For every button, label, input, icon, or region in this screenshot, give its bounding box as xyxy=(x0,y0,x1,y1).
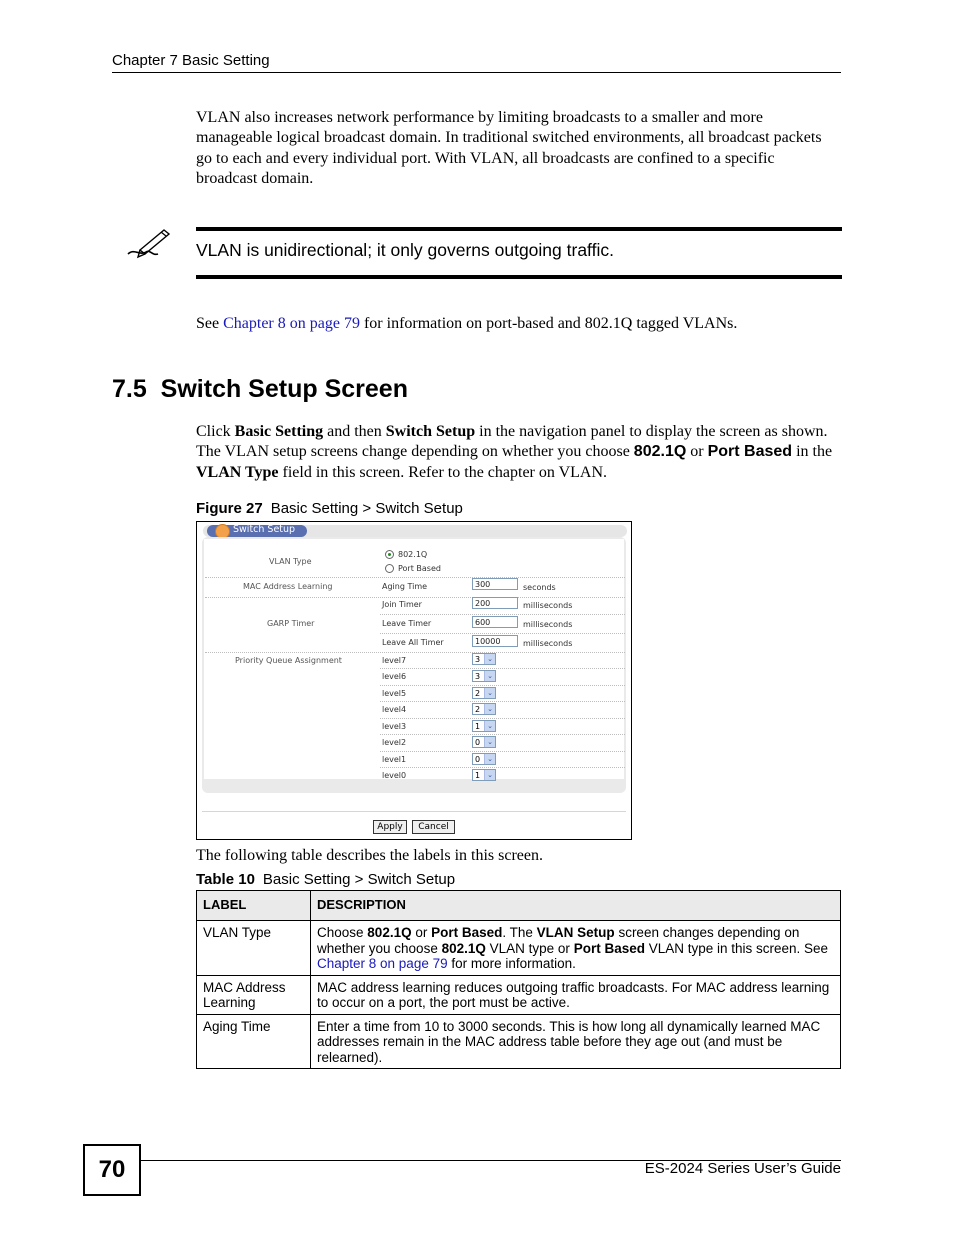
row-description: Enter a time from 10 to 3000 seconds. This is how long all dynamically learned MAC addresses remain in the MAC address table before they age out (and must be relearned). xyxy=(311,1014,841,1069)
vlan-type-term: VLAN Type xyxy=(196,463,279,481)
aging-time-label: Aging Time xyxy=(382,582,428,591)
note-rule-top xyxy=(196,227,842,231)
basic-setting-term: Basic Setting xyxy=(234,423,324,440)
level6-label: level6 xyxy=(382,672,407,681)
click-paragraph: Click Basic Setting and then Switch Setup in the navigation panel to display the screen as shown. The VLAN setup screens change depending on whether you choose 802.1Q or Port Based in the VLAN Type field in this screen. Refer to the chapter on VLAN. xyxy=(196,423,833,481)
table-row xyxy=(197,1014,841,1069)
radio-port-based[interactable] xyxy=(385,564,394,573)
chevron-down-icon: ⌄ xyxy=(484,770,495,780)
row-description: Choose 802.1Q or Port Based. The VLAN Setup screen changes depending on whether you choose 802.1Q VLAN type or Port Based VLAN type in this screen. See Chapter 8 on page 79 for more information. xyxy=(311,921,841,976)
switch-setup-screenshot xyxy=(196,521,632,840)
header-rule xyxy=(112,72,841,73)
header-label: LABEL xyxy=(197,891,311,921)
row-label: MAC Address Learning xyxy=(197,975,311,1014)
level2-label: level2 xyxy=(382,738,407,747)
leave-timer-input[interactable]: 600 xyxy=(472,616,518,628)
join-timer-input[interactable]: 200 xyxy=(472,597,518,609)
chevron-down-icon: ⌄ xyxy=(484,671,495,681)
header-description: DESCRIPTION xyxy=(311,891,841,921)
chapter-8-link[interactable]: Chapter 8 on page 79 xyxy=(317,956,448,971)
section-title-text: Switch Setup Screen xyxy=(160,375,408,403)
guide-title: ES-2024 Series User’s Guide xyxy=(644,1160,841,1177)
table-row xyxy=(197,975,841,1014)
cancel-button[interactable]: Cancel xyxy=(412,820,455,834)
garp-timer-label: GARP Timer xyxy=(267,619,315,628)
table-row xyxy=(197,921,841,976)
row-label: VLAN Type xyxy=(197,921,311,976)
radio-port-based-label: Port Based xyxy=(398,564,441,573)
level0-label: level0 xyxy=(382,771,407,780)
figure-label: Figure 27 xyxy=(196,500,263,517)
level2-select[interactable]: 0 ⌄ xyxy=(472,736,496,748)
leave-all-timer-input[interactable]: 10000 xyxy=(472,635,518,647)
level0-select[interactable]: 1 ⌄ xyxy=(472,769,496,781)
level1-label: level1 xyxy=(382,755,407,764)
row-description: MAC address learning reduces outgoing traffic broadcasts. For MAC address learning to occur on a port, the port must be active. xyxy=(311,975,841,1014)
leave-all-timer-label: Leave All Timer xyxy=(382,638,444,647)
chevron-down-icon: ⌄ xyxy=(484,688,495,698)
table-header-row xyxy=(197,891,841,921)
join-timer-unit: milliseconds xyxy=(523,601,573,610)
aging-time-input[interactable]: 300 xyxy=(472,578,518,590)
vlan-type-label: VLAN Type xyxy=(269,557,312,566)
see-prefix: See xyxy=(196,315,224,332)
label-description-table xyxy=(196,890,841,1069)
radio-8021q[interactable] xyxy=(385,550,394,559)
leave-all-timer-unit: milliseconds xyxy=(523,639,573,648)
level3-label: level3 xyxy=(382,722,407,731)
chevron-down-icon: ⌄ xyxy=(484,737,495,747)
chevron-down-icon: ⌄ xyxy=(484,721,495,731)
see-paragraph xyxy=(196,314,836,334)
page-number: 70 xyxy=(83,1144,141,1196)
screen-title: Switch Setup xyxy=(233,524,296,535)
see-suffix: for information on port-based and 802.1Q tagged VLANs. xyxy=(359,315,738,332)
level6-select[interactable]: 3 ⌄ xyxy=(472,670,496,682)
switch-setup-term: Switch Setup xyxy=(385,423,476,440)
section-title xyxy=(112,375,408,404)
chapter-8-link[interactable]: Chapter 8 on page 79 xyxy=(223,315,360,332)
screen-titlebar xyxy=(203,525,627,537)
level5-label: level5 xyxy=(382,689,407,698)
level7-select[interactable]: 3 ⌄ xyxy=(472,653,496,665)
level3-select[interactable]: 1 ⌄ xyxy=(472,720,496,732)
chevron-down-icon: ⌄ xyxy=(484,654,495,664)
note-text: VLAN is unidirectional; it only governs outgoing traffic. xyxy=(196,240,614,260)
level4-select[interactable]: 2 ⌄ xyxy=(472,703,496,715)
level7-label: level7 xyxy=(382,656,407,665)
settings-panel xyxy=(202,537,626,793)
aging-time-unit: seconds xyxy=(523,583,556,592)
intro-paragraph: VLAN also increases network performance by limiting broadcasts to a smaller and more manageable logical broadcast domain. In traditional switched environments, all broadcast packets go to each and every individual port. With VLAN, all broadcasts are confined to a specific broadcast domain. xyxy=(196,109,822,187)
8021q-term: 802.1Q xyxy=(633,443,687,461)
note-rule-bottom xyxy=(196,275,842,279)
figure-caption-text: Basic Setting > Switch Setup xyxy=(270,500,463,517)
level5-select[interactable]: 2 ⌄ xyxy=(472,687,496,699)
join-timer-label: Join Timer xyxy=(382,600,422,609)
table-caption xyxy=(196,871,455,888)
mac-learning-label: MAC Address Learning xyxy=(243,582,333,591)
chapter-header: Chapter 7 Basic Setting xyxy=(112,52,270,69)
following-paragraph: The following table describes the labels in this screen. xyxy=(196,847,544,864)
table-label: Table 10 xyxy=(196,871,255,888)
chevron-down-icon: ⌄ xyxy=(484,704,495,714)
row-label: Aging Time xyxy=(197,1014,311,1069)
section-number: 7.5 xyxy=(112,375,147,403)
apply-button[interactable]: Apply xyxy=(373,820,407,834)
chevron-down-icon: ⌄ xyxy=(484,754,495,764)
radio-8021q-label: 802.1Q xyxy=(398,550,428,559)
priority-queue-label: Priority Queue Assignment xyxy=(235,656,342,665)
level4-label: level4 xyxy=(382,705,407,714)
pencil-note-icon xyxy=(124,226,174,262)
table-caption-text: Basic Setting > Switch Setup xyxy=(262,871,456,888)
level1-select[interactable]: 0 ⌄ xyxy=(472,753,496,765)
port-based-term: Port Based xyxy=(707,443,793,461)
figure-caption xyxy=(196,500,463,517)
leave-timer-unit: milliseconds xyxy=(523,620,573,629)
leave-timer-label: Leave Timer xyxy=(382,619,432,628)
